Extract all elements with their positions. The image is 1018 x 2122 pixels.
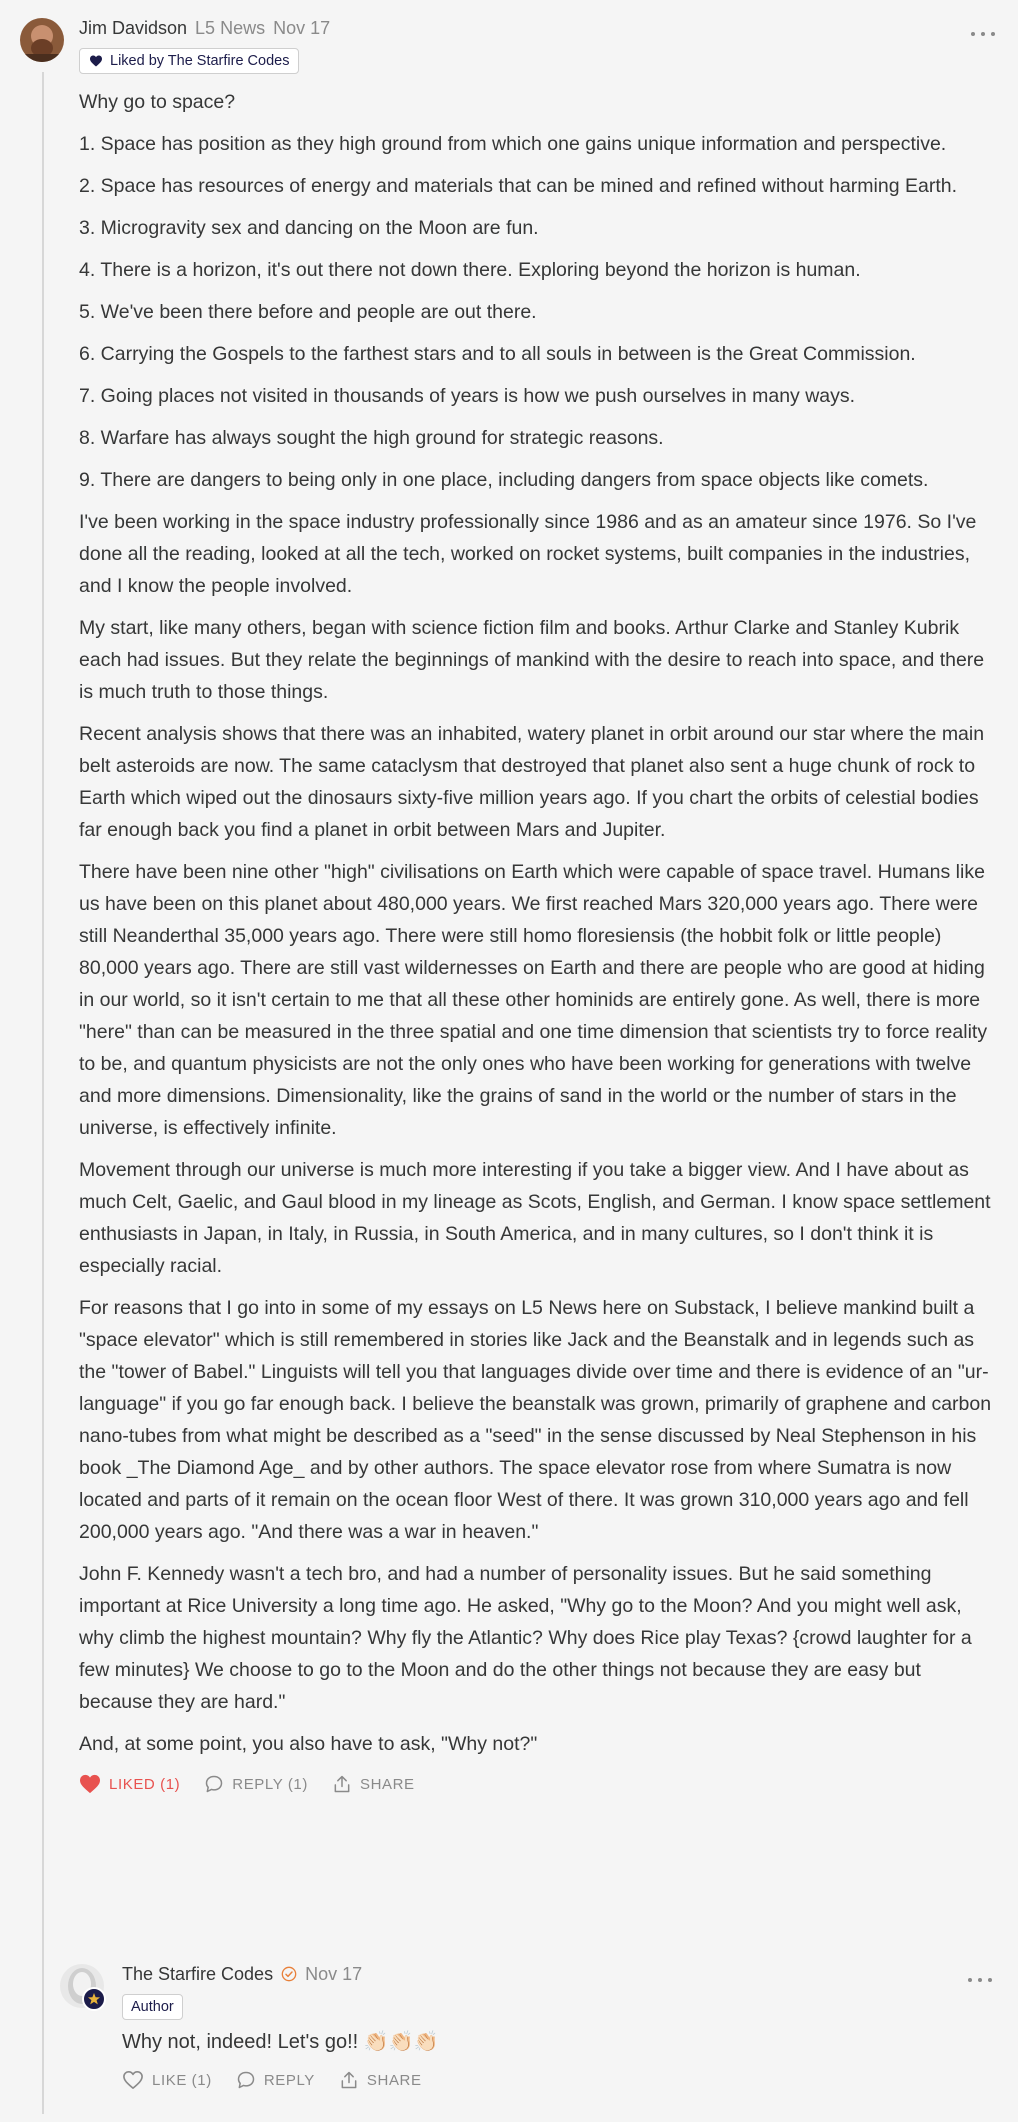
comment-paragraph: Movement through our universe is much more interesting if you take a bigger view. And I have about as much Celt, Gaelic, and Gaul blood in my lineage as Scots, English, and German. I know space settlement enthusiasts in Japan, in Italy, in Russia, in South America, and in many cultures, so I don't think it is especially racial. xyxy=(79,1159,991,1277)
share-icon xyxy=(332,1774,352,1794)
comment-date[interactable]: Nov 17 xyxy=(273,18,331,38)
comment-body xyxy=(79,86,995,1760)
reply-actions xyxy=(122,2066,992,2094)
comment-paragraph: Why go to space? xyxy=(79,91,236,113)
heart-outline-icon xyxy=(122,2070,144,2090)
share-label: SHARE xyxy=(359,1775,415,1793)
comment-paragraph: I've been working in the space industry professionally since 1986 and as an amateur since 1976. So I've done all the reading, looked at all the tech, worked on rocket systems, built companies in the industries, and I know the people involved. xyxy=(79,511,977,597)
liked-label: LIKED (1) xyxy=(109,1775,181,1793)
comment-paragraph: There have been nine other "high" civilisations on Earth which were capable of space travel. Humans like us have been on this planet about 480,000 years. We first reached Mars 320,000 years ago. There were still Neanderthal 35,000 years ago. There were still homo floresiensis (the hobbit folk or little people) 80,000 years ago. There are still vast wildernesses on Earth and there are people who are good at hiding in our world, so it isn't certain to me that all these other hominids are entirely gone. As well, there is more "here" than can be measured in the three spatial and one time dimension that scientists try to force reality to be, and quantum physicists are not the only ones who have been working for generations with twelve and more dimensions. Dimensionality, like the grains of sand in the world or the number of stars in the universe, is effectively infinite. xyxy=(79,861,988,1139)
reply-meta xyxy=(122,1964,992,1994)
comment-paragraph: John F. Kennedy wasn't a tech bro, and had a number of personality issues. But he said something important at Rice University a long time ago. He asked, "Why go to the Moon? And you might well ask, why climb the highest mountain? Why fly the Atlantic? Why does Rice play Texas? {crowd laughter for a few minutes} We choose to go to the Moon and do the other things not because they are easy but because they are hard." xyxy=(79,1563,972,1713)
comment-paragraph: 1. Space has position as they high ground from which one gains unique information and perspective. xyxy=(79,133,947,155)
avatar[interactable] xyxy=(20,18,64,62)
comment-actions xyxy=(79,1770,995,1798)
reply-reply-button[interactable] xyxy=(236,2070,315,2090)
comment-paragraph: 3. Microgravity sex and dancing on the Moon are fun. xyxy=(79,217,539,239)
share-button[interactable] xyxy=(332,1774,415,1794)
thread-line xyxy=(42,72,44,2114)
reply-button[interactable] xyxy=(204,1774,308,1794)
heart-filled-icon xyxy=(79,1774,101,1794)
like-button[interactable] xyxy=(122,2070,212,2090)
liked-button[interactable] xyxy=(79,1774,180,1794)
comment-paragraph: 4. There is a horizon, it's out there not down there. Exploring beyond the horizon is human. xyxy=(79,259,861,281)
comment-paragraph: Recent analysis shows that there was an inhabited, watery planet in orbit around our star where the main belt asteroids are now. The same cataclysm that destroyed that planet also sent a huge chunk of rock to Earth which wiped out the dinosaurs sixty-five million years ago. If you chart the orbits of celestial bodies far enough back you find a planet in orbit between Mars and Jupiter. xyxy=(79,723,985,841)
reply-share-button[interactable] xyxy=(339,2070,422,2090)
comment-paragraph: My start, like many others, began with science fiction film and books. Arthur Clarke and Stanley Kubrik each had issues. But they relate the beginnings of mankind with the desire to reach into space, and there is much truth to those things. xyxy=(79,617,985,703)
verified-check-icon xyxy=(281,1966,297,1982)
comment-paragraph: 2. Space has resources of energy and materials that can be mined and refined without harming Earth. xyxy=(79,175,958,197)
reply-date[interactable]: Nov 17 xyxy=(305,1964,363,1984)
reply-body xyxy=(122,2026,992,2058)
reply-avatar[interactable] xyxy=(60,1964,104,2008)
reply-text: Why not, indeed! Let's go!! 👏🏻👏🏻👏🏻 xyxy=(122,2031,439,2053)
comment-paragraph: 6. Carrying the Gospels to the farthest stars and to all souls in between is the Great Commission. xyxy=(79,343,916,365)
more-options-icon[interactable] xyxy=(971,24,995,44)
liked-by-badge xyxy=(79,48,299,74)
comment-paragraph: 8. Warfare has always sought the high ground for strategic reasons. xyxy=(79,427,664,449)
comment-paragraph: 5. We've been there before and people are out there. xyxy=(79,301,537,323)
author-name[interactable]: Jim Davidson xyxy=(79,18,188,38)
heart-icon xyxy=(89,55,103,67)
speech-bubble-icon xyxy=(236,2070,256,2090)
author-badge: Author xyxy=(122,1994,183,2020)
reply-more-options-icon[interactable] xyxy=(968,1970,992,1990)
liked-by-label: Liked by The Starfire Codes xyxy=(110,53,290,69)
publication-name[interactable]: L5 News xyxy=(195,18,266,38)
comment-paragraph: 9. There are dangers to being only in one place, including dangers from space objects like comets. xyxy=(79,469,929,491)
comment-paragraph: And, at some point, you also have to ask, "Why not?" xyxy=(79,1733,538,1755)
comment-paragraph: 7. Going places not visited in thousands of years is how we push ourselves in many ways. xyxy=(79,385,856,407)
like-label: LIKE (1) xyxy=(152,2071,212,2089)
comment-meta xyxy=(79,18,995,48)
reply-label: REPLY (1) xyxy=(232,1775,308,1793)
speech-bubble-icon xyxy=(204,1774,224,1794)
reply-author-name[interactable]: The Starfire Codes xyxy=(122,1964,274,1984)
share-icon xyxy=(339,2070,359,2090)
comment-paragraph: For reasons that I go into in some of my essays on L5 News here on Substack, I believe mankind built a "space elevator" which is still remembered in stories like Jack and the Beanstalk and in legends such as the "tower of Babel." Linguists will tell you that languages divide over time and there is evidence of an "ur-language" if you go far enough back. I believe the beanstalk was grown, primarily of graphene and carbon nano-tubes from what might be described as a "seed" in the sense discussed by Neal Stephenson in his book _The Diamond Age_ and by other authors. The space elevator rose from where Sumatra is now located and parts of it remain on the ocean floor West of there. It was grown 310,000 years ago and fell 200,000 years ago. "And there was a war in heaven." xyxy=(79,1297,992,1543)
reply-reply-label: REPLY xyxy=(263,2071,315,2089)
reply-share-label: SHARE xyxy=(366,2071,422,2089)
